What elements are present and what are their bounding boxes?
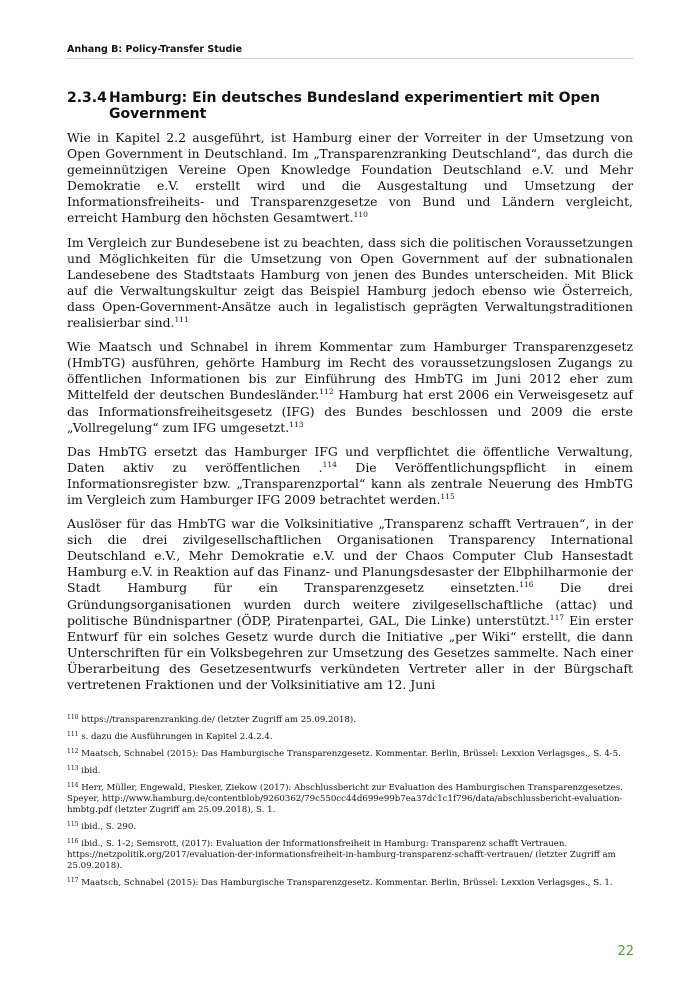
footnote-number: 110 xyxy=(67,714,79,721)
footnote-text[interactable]: Herr, Müller, Engewald, Piesker, Ziekow (2017): Abschlussbericht zur Evaluation des Hamburgischen Transparenzgesetzes. Speyer, http://www.hamburg.de/contentblob/9260362/79c550cc44d699e99b7ea37dc1c1f796/data/abschlussbericht-evaluation-hmbtg.pdf (letzter Zugriff am 25.09.2018), S. 1. xyxy=(67,783,623,815)
paragraph-text: Auslöser für das HmbTG war die Volksinitiative „Transparenz schafft Vertrauen“, in der sich die drei zivilgesellschaftlichen Organisationen Transparency International Deutschland e.V., Mehr Demokratie e.V. und der Chaos Computer Club Hansestadt Hamburg e.V. in Reaktion auf das Finanz- und Planungsdesaster der Elbphilharmonie der Stadt Hamburg für ein Transparenzgesetz einsetzten. xyxy=(67,516,633,596)
footnote-text: Maatsch, Schnabel (2015): Das Hamburgische Transparenzgesetz. Kommentar. Berlin, Brüssel: Lexxion Verlagsges., S. 4-5. xyxy=(81,749,621,759)
footnote xyxy=(67,732,633,743)
page-number: 22 xyxy=(617,944,634,959)
paragraph xyxy=(67,516,633,693)
paragraph-text: Im Vergleich zur Bundesebene ist zu beachten, dass sich die politischen Voraussetzungen und Möglichkeiten für die Umsetzung von Open Government auf der subnationalen Landesebene des Stadtstaats Hamburg von jenen des Bundes unterscheiden. Mit Blick auf die Verwaltungskultur zeigt das Beispiel Hamburg jedoch ebenso wie Österreich, dass Open-Government-Ansätze auch in legalistisch geprägten Verwaltungstraditionen realisierbar sind. xyxy=(67,234,633,331)
paragraph-text: Die Veröffentlichungspflicht in einem Informationsregister bzw. „Transparenzportal“ kann als zentrale Neuerung des HmbTG im Vergleich zum Hamburger IFG 2009 betrachtet werden. xyxy=(67,459,634,507)
footnote-ref[interactable]: 114 xyxy=(322,459,337,469)
footnote xyxy=(67,715,633,726)
footnote-ref[interactable]: 113 xyxy=(289,419,304,429)
paragraph xyxy=(67,444,633,508)
paragraph-text: Hamburg hat erst 2006 ein Verweisgesetz auf das Informationsfreiheitsgesetz (IFG) des Bundes beschlossen und 2009 die erste „Vollregelung“ zum IFG umgesetzt. xyxy=(67,387,633,435)
paragraph xyxy=(67,339,633,436)
paragraph-text: Wie Maatsch und Schnabel in ihrem Kommentar zum Hamburger Transparenzgesetz (HmbTG) ausführen, gehörte Hamburg im Recht des voraussetzungslosen Zugangs zu öffentlichen Informationen bis zur Einführung des HmbTG im Juni 2012 eher zum Mittelfeld der deutschen Bundesländer. xyxy=(67,339,633,403)
paragraph-text: Die drei Gründungsorganisationen wurden durch weitere zivilgesellschaftliche (attac) und politische Bündnispartner (ÖDP, Piratenpartei, GAL, Die Linke) unterstützt. xyxy=(67,580,633,628)
footnote xyxy=(67,749,633,760)
section-title: Hamburg: Ein deutsches Bundesland experimentiert mit Open Government xyxy=(109,90,600,122)
footnote xyxy=(67,878,633,889)
footnote xyxy=(67,822,633,833)
body-text xyxy=(67,130,633,701)
footnote-text[interactable]: ibid., S. 1-2; Semsrott, (2017): Evaluation der Informationsfreiheit in Hamburg: Transparenz schafft Vertrauen. https://netzpolitik.org/2017/evaluation-der-informationsfreiheit-in-hamburg-transparenz-schafft-vertrauen/ (letzter Zugriff am 25.09.2018). xyxy=(67,839,616,871)
footnote-number: 116 xyxy=(67,838,79,845)
paragraph-text: Das HmbTG ersetzt das Hamburger IFG und verpflichtet die öffentliche Verwaltung, Daten aktiv zu veröffentlichen . xyxy=(67,443,633,475)
footnote-number: 113 xyxy=(67,765,79,772)
footnote-ref[interactable]: 112 xyxy=(319,387,334,397)
paragraph-text: Wie in Kapitel 2.2 ausgeführt, ist Hamburg einer der Vorreiter in der Umsetzung von Open Government in Deutschland. Im „Transparenzranking Deutschland“, das durch die gemeinnützigen Vereine Open Knowledge Foundation Deutschland e.V. und Mehr Demokratie e.V. erstellt wird und die Ausgestaltung und Umsetzung der Informationsfreiheits- und Transparenzgesetze von Bund und Ländern vergleicht, erreicht Hamburg den höchsten Gesamtwert. xyxy=(67,130,633,226)
footnote-ref[interactable]: 110 xyxy=(353,210,368,220)
footnote-number: 114 xyxy=(67,782,79,789)
footnote xyxy=(67,766,633,777)
paragraph xyxy=(67,235,633,332)
running-header: Anhang B: Policy-Transfer Studie xyxy=(67,44,633,59)
footnote-number: 115 xyxy=(67,821,79,828)
footnote-text: ibid. xyxy=(81,766,101,776)
paragraph-text: Ein erster Entwurf für ein solches Gesetz wurde durch die Initiative „per Wiki“ erstellt, die dann Unterschriften für ein Volksbegehren zur Umsetzung des Gesetzes sammelte. Nach einer Überarbeitung des Gesetzesentwurfs verkündeten Vertreter aller in der Bürgschaft vertretenen Fraktionen und der Volksinitiative am 12. Juni xyxy=(67,612,633,692)
footnote xyxy=(67,839,633,872)
section-number: 2.3.4 xyxy=(67,90,107,106)
footnote-ref[interactable]: 115 xyxy=(440,491,455,501)
footnote-text[interactable]: https://transparenzranking.de/ (letzter Zugriff am 25.09.2018). xyxy=(81,715,356,725)
footnotes xyxy=(67,715,633,895)
footnote-text: ibid., S. 290. xyxy=(81,822,137,832)
footnote-number: 111 xyxy=(67,731,79,738)
footnote xyxy=(67,783,633,816)
footnote-text: s. dazu die Ausführungen in Kapitel 2.4.2.4. xyxy=(81,732,273,742)
footnote-ref[interactable]: 117 xyxy=(549,612,565,622)
footnote-ref[interactable]: 111 xyxy=(174,315,189,325)
paragraph xyxy=(67,130,633,227)
footnote-text: Maatsch, Schnabel (2015): Das Hamburgische Transparenzgesetz. Kommentar. Berlin, Brüssel: Lexxion Verlagsges., S. 1. xyxy=(81,878,613,888)
footnote-ref[interactable]: 116 xyxy=(519,580,534,590)
section-heading xyxy=(67,90,633,122)
footnote-number: 117 xyxy=(67,877,79,884)
footnote-number: 112 xyxy=(67,748,79,755)
